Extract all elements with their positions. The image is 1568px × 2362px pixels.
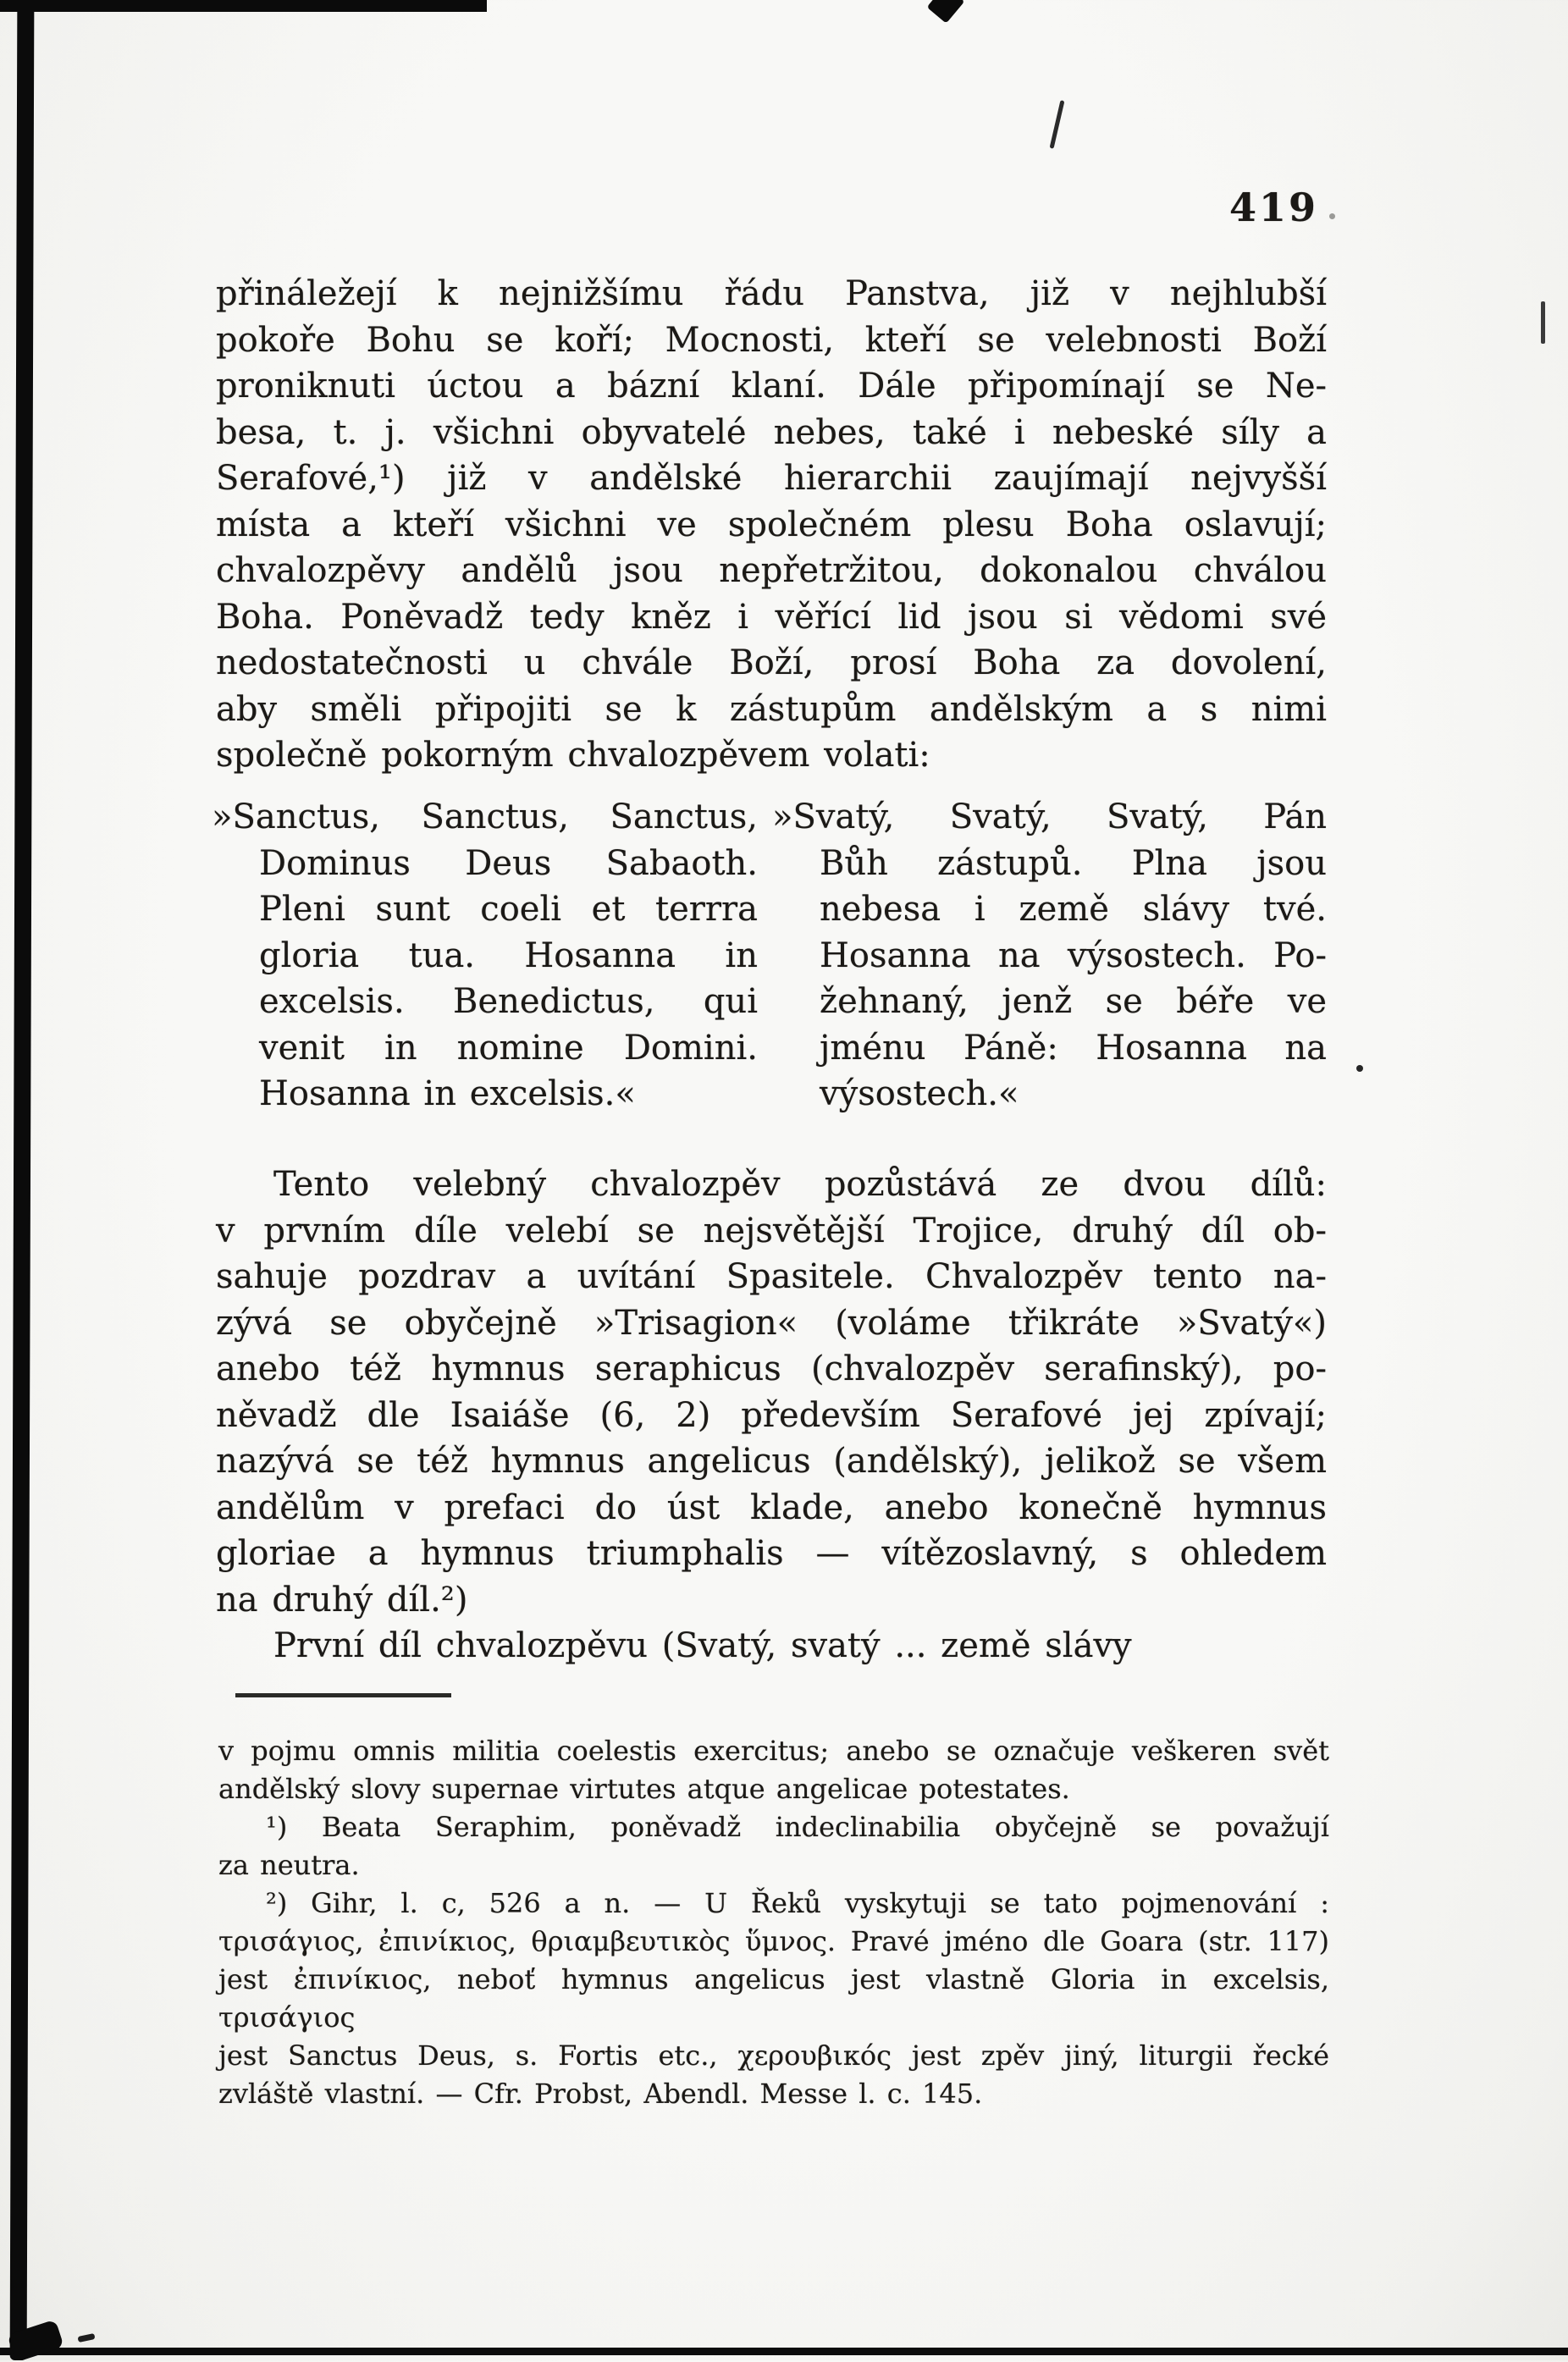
verse-line-czech: »Svatý, Svatý, Svatý, Pán bbox=[772, 797, 1327, 836]
text-line: aby směli připojiti se k zástupům andělským a s nimi bbox=[216, 689, 1327, 729]
footnote-line: ¹) Beata Seraphim, poněvadž indeclinabilia obyčejně se považují bbox=[266, 1811, 1329, 1843]
scan-mark-right-edge bbox=[1541, 301, 1545, 344]
verse-line-latin: Dominus Deus Sabaoth. bbox=[259, 843, 758, 883]
footnote-line: jest ἐπινίκιος, neboť hymnus angelicus jest vlastně Gloria in excelsis, τρισάγιος bbox=[218, 1963, 1329, 2034]
verse-line-czech: jménu Páně: Hosanna na bbox=[820, 1028, 1327, 1068]
scan-speck-near-page-number bbox=[1329, 213, 1335, 219]
footnote-line: ²) Gihr, l. c, 526 a n. — U Řeků vyskytuji se tato pojmenování : bbox=[266, 1887, 1329, 1919]
text-line: gloriae a hymnus triumphalis — vítězoslavný, s ohledem bbox=[216, 1534, 1327, 1573]
text-line: andělům v prefaci do úst klade, anebo konečně hymnus bbox=[216, 1487, 1327, 1527]
scan-binding-bar-left bbox=[10, 0, 35, 2360]
text-line: místa a kteří všichni ve společném plesu Boha oslavují; bbox=[216, 505, 1327, 544]
verse-line-czech: výsostech.« bbox=[820, 1074, 1019, 1113]
footnote-divider bbox=[235, 1693, 451, 1697]
scan-dash-bottom bbox=[77, 2333, 95, 2343]
footnote-line: za neutra. bbox=[218, 1849, 360, 1881]
text-line: zývá se obyčejně »Trisagion« (voláme třikráte »Svatý«) bbox=[216, 1303, 1327, 1343]
text-line: chvalozpěvy andělů jsou nepřetržitou, dokonalou chválou bbox=[216, 551, 1327, 590]
verse-line-latin: excelsis. Benedictus, qui bbox=[259, 982, 758, 1021]
footnote-line: jest Sanctus Deus, s. Fortis etc., χερουβικός jest zpěv jiný, liturgii řecké bbox=[218, 2039, 1329, 2072]
verse-line-latin: Hosanna in excelsis.« bbox=[259, 1074, 636, 1113]
verse-line-czech: Hosanna na výsostech. Po- bbox=[820, 935, 1327, 975]
text-line: besa, t. j. všichni obyvatelé nebes, také i nebeské síly a bbox=[216, 412, 1327, 452]
verse-czech-svaty bbox=[772, 794, 1327, 1118]
scan-edge-line-top bbox=[0, 0, 487, 12]
paragraph-first-part bbox=[216, 1623, 1327, 1669]
verse-line-latin: gloria tua. Hosanna in bbox=[259, 935, 758, 975]
footnote-line: τρισάγιος, ἐπινίκιος, θριαμβευτικὸς ὕμνος. Pravé jméno dle Goara (str. 117) bbox=[218, 1925, 1329, 1957]
footnote-line: andělský slovy supernae virtutes atque angelicae potestates. bbox=[218, 1773, 1070, 1805]
scan-ink-blob-top bbox=[927, 0, 965, 24]
footnotes-block bbox=[218, 1732, 1329, 2113]
text-line: První díl chvalozpěvu (Svatý, svatý ... země slávy bbox=[273, 1626, 1132, 1665]
text-line: přináležejí k nejnižšímu řádu Panstva, již v nejhlubší bbox=[216, 274, 1327, 313]
text-line: Boha. Poněvadž tedy kněz i věřící lid jsou si vědomi své bbox=[216, 597, 1327, 637]
scan-edge-line-bottom bbox=[0, 2348, 1568, 2355]
verse-line-czech: Bůh zástupů. Plna jsou bbox=[820, 843, 1327, 883]
text-line: společně pokorným chvalozpěvem volati: bbox=[216, 736, 930, 775]
text-line: Tento velebný chvalozpěv pozůstává ze dvou dílů: bbox=[273, 1165, 1327, 1204]
scan-slash-mark bbox=[1050, 100, 1065, 149]
text-line: pokoře Bohu se koří; Mocnosti, kteří se velebnosti Boží bbox=[216, 320, 1327, 360]
verse-line-czech: žehnaný, jenž se béře ve bbox=[820, 982, 1327, 1021]
verse-latin-sanctus bbox=[212, 794, 758, 1118]
footnote-line: v pojmu omnis militia coelestis exercitus; anebo se označuje veškeren svět bbox=[218, 1735, 1329, 1767]
text-line: nazývá se též hymnus angelicus (andělský), jelikož se všem bbox=[216, 1442, 1327, 1481]
text-line: v prvním díle velebí se nejsvětější Trojice, druhý díl ob- bbox=[216, 1211, 1327, 1250]
text-line: proniknuti úctou a bázní klaní. Dále připomínají se Ne- bbox=[216, 367, 1327, 406]
text-line: na druhý díl.²) bbox=[216, 1580, 468, 1620]
text-line: něvadž dle Isaiáše (6, 2) především Serafové jej zpívají; bbox=[216, 1395, 1327, 1435]
text-line: sahuje pozdrav a uvítání Spasitele. Chvalozpěv tento na- bbox=[216, 1257, 1327, 1296]
verse-line-latin: »Sanctus, Sanctus, Sanctus, bbox=[212, 797, 758, 836]
footnote-line: zvláště vlastní. — Cfr. Probst, Abendl. Messe l. c. 145. bbox=[218, 2078, 983, 2110]
verse-line-latin: venit in nomine Domini. bbox=[259, 1028, 758, 1068]
text-line: Serafové,¹) již v andělské hierarchii zaujímají nejvyšší bbox=[216, 459, 1327, 498]
paragraph-trisagion bbox=[216, 1162, 1327, 1623]
paragraph-intro bbox=[216, 271, 1327, 779]
verse-line-latin: Pleni sunt coeli et terrra bbox=[259, 890, 758, 929]
text-line: anebo též hymnus seraphicus (chvalozpěv serafinský), po- bbox=[216, 1349, 1327, 1388]
scan-speck-right-margin bbox=[1356, 1065, 1363, 1072]
page-number: 419 bbox=[1229, 185, 1319, 230]
verse-line-czech: nebesa i země slávy tvé. bbox=[820, 890, 1327, 929]
text-line: nedostatečnosti u chvále Boží, prosí Boha za dovolení, bbox=[216, 643, 1327, 682]
